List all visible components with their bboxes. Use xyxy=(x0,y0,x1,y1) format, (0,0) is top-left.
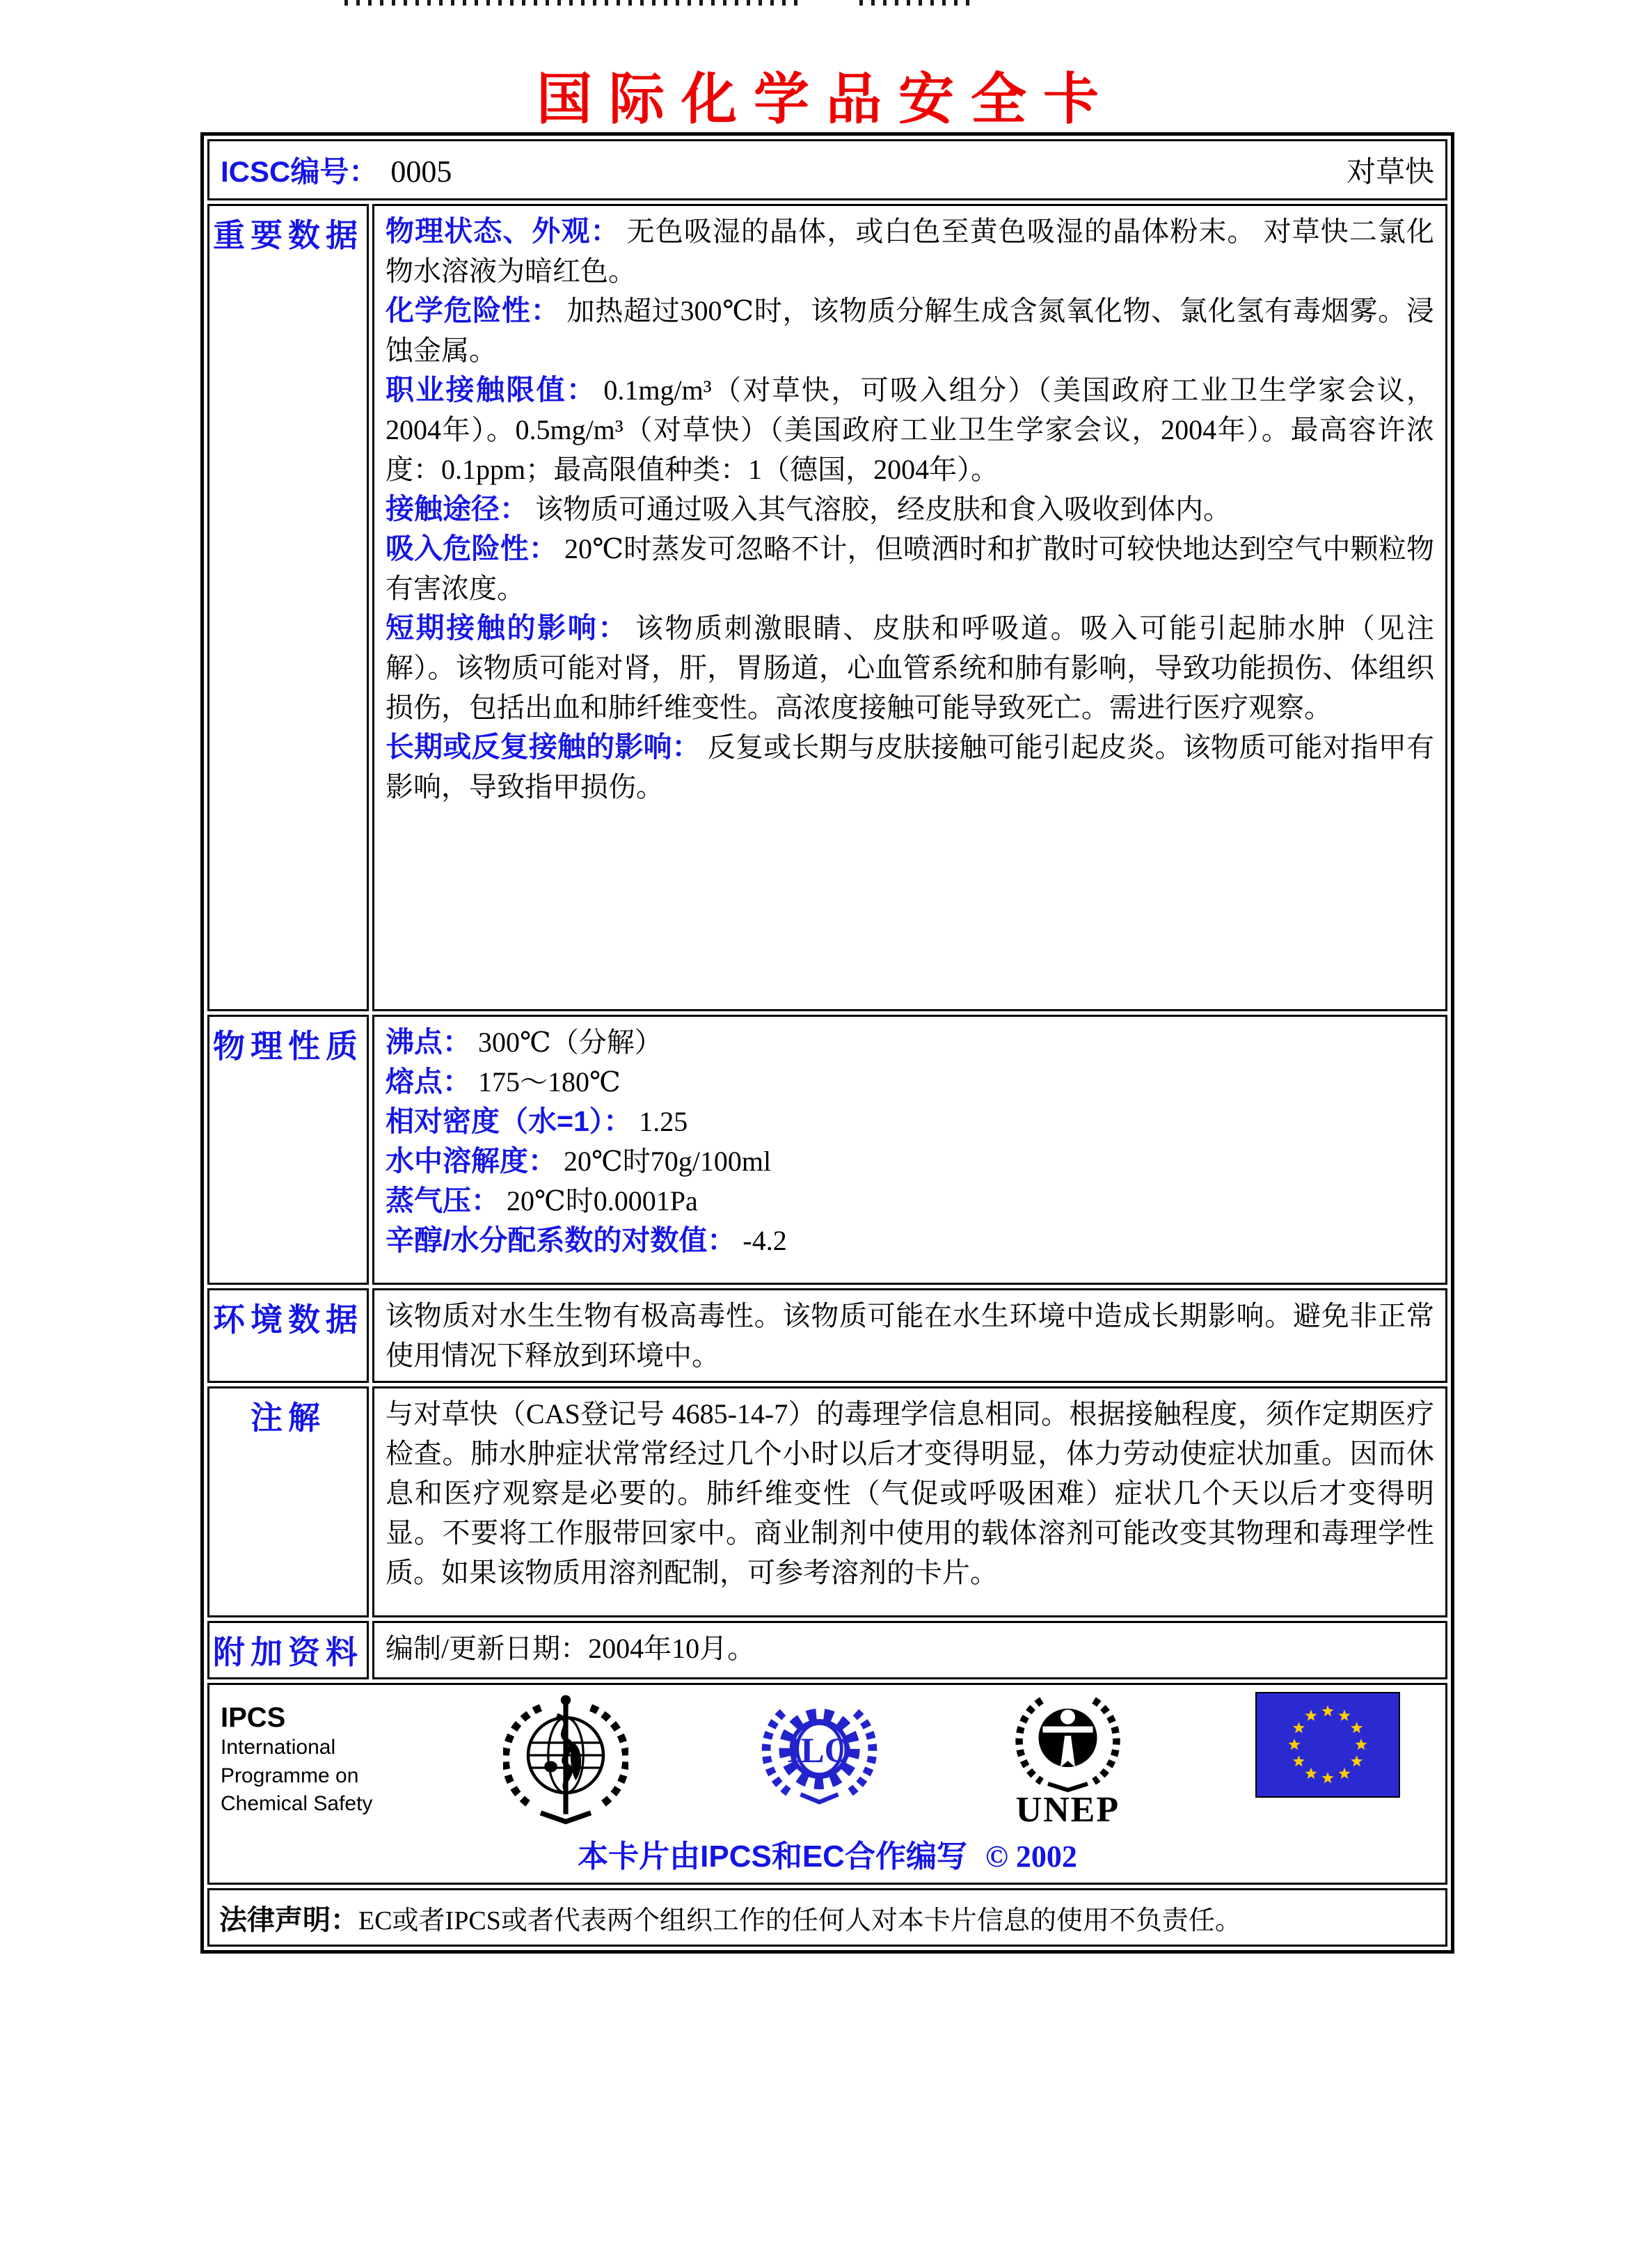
important-item-text: 20℃时蒸发可忽略不计，但喷洒时和扩散时可较快地达到空气中颗粒物有害浓度。 xyxy=(386,533,1435,604)
important-item-text: 0.1mg/m³（对草快，可吸入组分）（美国政府工业卫生学家会议，2004年）。0.5mg/m³（对草快）（美国政府工业卫生学家会议，2004年）。最高容许浓度：0.1ppm；最高限值种类：1（德国，2004年）。 xyxy=(386,374,1435,485)
physical-item-label: 熔点： xyxy=(386,1066,471,1098)
ipcs-line: International xyxy=(221,1736,336,1759)
section-label-notes: 注解 xyxy=(207,1386,369,1617)
unep-wordmark: UNEP xyxy=(1015,1790,1120,1830)
update-date-label: 编制/更新日期： xyxy=(386,1633,589,1664)
physical-item-label: 水中溶解度： xyxy=(386,1145,557,1177)
physical-item-text: 175～180℃ xyxy=(478,1066,621,1098)
ipcs-line: Programme on xyxy=(221,1764,359,1787)
icsc-number-group xyxy=(221,149,452,191)
important-item-label: 吸入危险性： xyxy=(386,532,558,564)
unep-logo-block xyxy=(1010,1692,1125,1828)
credit-text: 本卡片由IPCS和EC合作编写 xyxy=(578,1839,967,1874)
ilo-logo-icon xyxy=(759,1692,880,1814)
notes-content xyxy=(372,1386,1447,1617)
chemical-name: 对草快 xyxy=(1346,157,1434,189)
icsc-number-value: 0005 xyxy=(390,155,452,189)
ilo-letters: ILO xyxy=(786,1732,852,1771)
update-date-value: 2004年10月。 xyxy=(588,1633,756,1664)
important-item xyxy=(386,291,1434,370)
physical-item-text: -4.2 xyxy=(742,1225,787,1256)
physical-item-label: 沸点： xyxy=(386,1026,471,1058)
important-item xyxy=(386,727,1434,807)
notes-text: 与对草快（CAS登记号 4685-14-7）的毒理学信息相同。根据接触程度，须作定期医疗检查。肺水肿症状常常经过几个小时以后才变得明显，体力劳动使症状加重。因而休息和医疗观察是必要的。肺纤维变性（气促或呼吸困难）症状几个天以后才变得明显。不要将工作服带回家中。商业制剂中使用的载体溶剂可能改变其物理和毒理学性质。如果该物质用溶剂配制，可参考溶剂的卡片。 xyxy=(386,1398,1434,1588)
who-logo-icon xyxy=(503,1692,628,1831)
legal-text: EC或者IPCS或者代表两个组织工作的任何人对本卡片信息的使用不负责任。 xyxy=(358,1906,1241,1936)
important-item-label: 接触途径： xyxy=(386,493,528,525)
important-item-label: 短期接触的影响： xyxy=(386,612,628,644)
important-item-text: 该物质刺激眼睛、皮肤和呼吸道。吸入可能引起肺水肿（见注解）。该物质可能对肾，肝，胃肠道，心血管系统和肺有影响，导致功能损伤、体组织损伤，包括出血和肺纤维变性。高浓度接触可能导致死亡。需进行医疗观察。 xyxy=(386,612,1435,723)
physical-item-text: 300℃（分解） xyxy=(478,1027,662,1058)
credit-line xyxy=(216,1831,1438,1878)
important-item xyxy=(386,529,1434,608)
page-title: 国际化学品安全卡 xyxy=(537,70,1115,131)
environmental-data-content xyxy=(372,1288,1447,1383)
important-item-text: 无色吸湿的晶体，或白色至黄色吸湿的晶体粉末。 对草快二氯化物水溶液为暗红色。 xyxy=(386,216,1435,287)
additional-info-line xyxy=(386,1629,1434,1668)
ipcs-text-block xyxy=(221,1692,372,1819)
physical-item xyxy=(386,1221,1434,1260)
physical-item-label: 相对密度（水=1）： xyxy=(386,1105,633,1137)
eu-flag-icon xyxy=(1255,1692,1400,1798)
important-item xyxy=(386,370,1434,489)
unep-logo-icon xyxy=(1010,1692,1125,1796)
physical-item xyxy=(386,1102,1434,1141)
section-label-important-data: 重要数据 xyxy=(207,204,369,1011)
legal-row xyxy=(207,1888,1447,1947)
physical-item xyxy=(386,1062,1434,1102)
important-item xyxy=(386,608,1434,727)
important-data-content xyxy=(372,204,1447,1011)
physical-properties-content xyxy=(372,1015,1447,1285)
ipcs-title: IPCS xyxy=(221,1702,286,1733)
legal-label: 法律声明： xyxy=(219,1904,358,1936)
physical-item-text: 1.25 xyxy=(639,1106,688,1137)
important-item-text: 反复或长期与皮肤接触可能引起皮炎。该物质可能对指甲有影响，导致指甲损伤。 xyxy=(386,731,1435,802)
physical-item-text: 20℃时0.0001Pa xyxy=(507,1185,698,1217)
section-label-physical-properties: 物理性质 xyxy=(207,1015,369,1285)
important-item xyxy=(386,489,1434,529)
environmental-data-text: 该物质对水生生物有极高毒性。该物质可能在水生环境中造成长期影响。避免非正常使用情况下释放到环境中。 xyxy=(386,1300,1434,1371)
important-item-label: 职业接触限值： xyxy=(386,374,597,406)
physical-item xyxy=(386,1022,1434,1062)
important-item-label: 物理状态、外观： xyxy=(386,215,620,247)
clipped-text-remnant xyxy=(344,0,804,6)
ipcs-line: Chemical Safety xyxy=(221,1792,373,1815)
important-item-text: 该物质可通过吸入其气溶胶，经皮肤和食入吸收到体内。 xyxy=(535,493,1231,525)
icsc-number-label: ICSC编号： xyxy=(221,155,379,188)
important-item-label: 化学危险性： xyxy=(386,294,560,326)
logos-row xyxy=(207,1683,1447,1885)
important-item-label: 长期或反复接触的影响： xyxy=(386,731,701,763)
important-item xyxy=(386,212,1434,291)
physical-item-label: 蒸气压： xyxy=(386,1185,500,1217)
credit-year: © 2002 xyxy=(985,1839,1077,1874)
important-item-text: 加热超过300℃时，该物质分解生成含氮氧化物、氯化氢有毒烟雾。浸蚀金属。 xyxy=(386,295,1434,366)
section-label-additional-info: 附加资料 xyxy=(207,1621,369,1679)
physical-item-text: 20℃时70g/100ml xyxy=(564,1146,772,1177)
section-label-environmental-data: 环境数据 xyxy=(207,1288,369,1383)
icsc-card xyxy=(200,132,1454,1954)
clipped-text-remnant xyxy=(859,0,978,6)
physical-item xyxy=(386,1141,1434,1181)
header-row xyxy=(207,139,1447,200)
physical-item-label: 辛醇/水分配系数的对数值： xyxy=(386,1224,736,1256)
physical-item xyxy=(386,1181,1434,1221)
icsc-table xyxy=(204,136,1451,1950)
additional-info-content xyxy=(372,1621,1447,1679)
